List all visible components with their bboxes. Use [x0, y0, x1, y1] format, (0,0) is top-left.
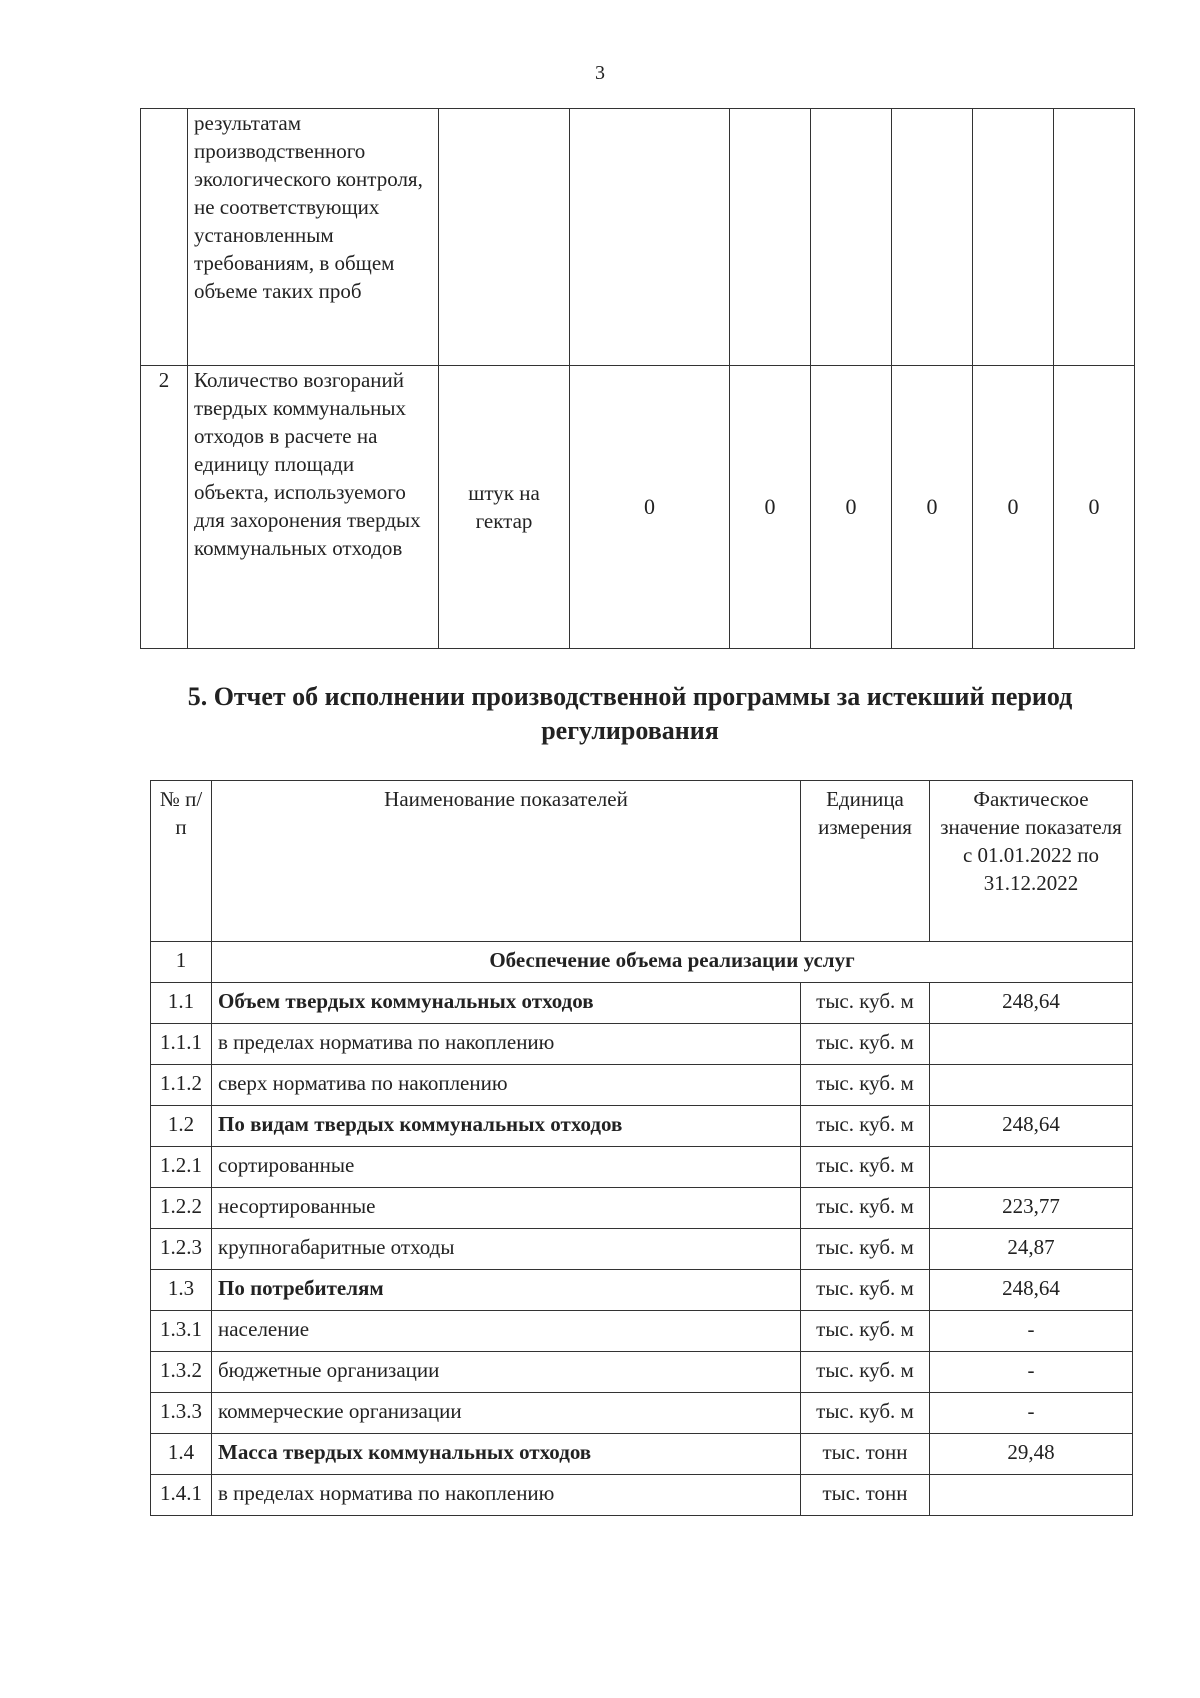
row-number: 1.3 [151, 1270, 212, 1311]
indicator-value [930, 1065, 1133, 1106]
indicator-value: 24,87 [930, 1229, 1133, 1270]
indicator-unit: тыс. куб. м [801, 1393, 930, 1434]
indicator-value [892, 109, 973, 366]
row-number: 1.4.1 [151, 1475, 212, 1516]
row-number: 1.1.1 [151, 1024, 212, 1065]
header-unit: Единица измерения [801, 781, 930, 942]
indicator-name: Объем твердых коммунальных отходов [212, 983, 801, 1024]
indicator-unit: тыс. тонн [801, 1475, 930, 1516]
indicator-value: - [930, 1393, 1133, 1434]
indicator-name: население [212, 1311, 801, 1352]
section-name: Обеспечение объема реализации услуг [212, 942, 1133, 983]
indicator-name: сверх норматива по накоплению [212, 1065, 801, 1106]
indicator-value [930, 1147, 1133, 1188]
indicator-name: результатам производственного экологического контроля, не соответствующих установленным требованиям, в общем объеме таких проб [188, 109, 439, 366]
indicator-name: в пределах норматива по накоплению [212, 1024, 801, 1065]
table-row [151, 1393, 1133, 1434]
section-row [151, 942, 1133, 983]
indicator-value [811, 109, 892, 366]
production-program-report-table [150, 780, 1133, 1516]
indicator-unit: тыс. куб. м [801, 1188, 930, 1229]
indicator-value [930, 1024, 1133, 1065]
header-value: Фактическое значение показателя с 01.01.2022 по 31.12.2022 [930, 781, 1133, 942]
indicator-value: 0 [570, 366, 730, 649]
indicator-value: 223,77 [930, 1188, 1133, 1229]
row-number: 1.2.2 [151, 1188, 212, 1229]
table-header-row [151, 781, 1133, 942]
row-number: 1.1.2 [151, 1065, 212, 1106]
indicator-name: несортированные [212, 1188, 801, 1229]
indicator-unit: тыс. тонн [801, 1434, 930, 1475]
indicator-value: - [930, 1352, 1133, 1393]
indicator-name: крупногабаритные отходы [212, 1229, 801, 1270]
indicator-unit: тыс. куб. м [801, 1024, 930, 1065]
indicator-unit [439, 109, 570, 366]
row-number: 1.2 [151, 1106, 212, 1147]
indicator-value: 0 [811, 366, 892, 649]
row-number: 1.3.3 [151, 1393, 212, 1434]
table-row [151, 1147, 1133, 1188]
table-row [151, 1188, 1133, 1229]
row-number [141, 109, 188, 366]
header-num: № п/п [151, 781, 212, 942]
indicator-unit: тыс. куб. м [801, 1106, 930, 1147]
row-number: 1.2.1 [151, 1147, 212, 1188]
indicator-value [570, 109, 730, 366]
indicator-unit: штук на гектар [439, 366, 570, 649]
indicator-name: Количество возгораний твердых коммунальных отходов в расчете на единицу площади объекта, используемого для захоронения твердых коммунальных отходов [188, 366, 439, 649]
row-number: 1.3.1 [151, 1311, 212, 1352]
indicator-unit: тыс. куб. м [801, 1270, 930, 1311]
table-row [151, 1311, 1133, 1352]
table-row [151, 1106, 1133, 1147]
table-row [151, 1065, 1133, 1106]
header-name: Наименование показателей [212, 781, 801, 942]
indicator-value: 0 [1054, 366, 1135, 649]
indicator-value [930, 1475, 1133, 1516]
indicator-name: Масса твердых коммунальных отходов [212, 1434, 801, 1475]
indicator-value: 0 [973, 366, 1054, 649]
indicator-unit: тыс. куб. м [801, 1311, 930, 1352]
row-number: 1.3.2 [151, 1352, 212, 1393]
indicator-value: 29,48 [930, 1434, 1133, 1475]
table-row [141, 366, 1135, 649]
indicator-name: сортированные [212, 1147, 801, 1188]
row-number: 1 [151, 942, 212, 983]
indicator-value: 248,64 [930, 983, 1133, 1024]
indicator-value [1054, 109, 1135, 366]
table-row [151, 1352, 1133, 1393]
table-row [151, 1475, 1133, 1516]
indicator-unit: тыс. куб. м [801, 1229, 930, 1270]
indicator-name: По потребителям [212, 1270, 801, 1311]
indicator-value: 248,64 [930, 1106, 1133, 1147]
indicator-unit: тыс. куб. м [801, 1352, 930, 1393]
indicator-value [973, 109, 1054, 366]
page-number: 3 [595, 62, 605, 84]
table-row [151, 983, 1133, 1024]
table-row [151, 1229, 1133, 1270]
indicator-name: По видам твердых коммунальных отходов [212, 1106, 801, 1147]
row-number: 1.4 [151, 1434, 212, 1475]
indicator-unit: тыс. куб. м [801, 1065, 930, 1106]
section-title: 5. Отчет об исполнении производственной программы за истекший период регулирования [187, 682, 1073, 745]
table-row [141, 109, 1135, 366]
table-row [151, 1270, 1133, 1311]
indicator-name: бюджетные организации [212, 1352, 801, 1393]
row-number: 1.1 [151, 983, 212, 1024]
indicator-value [730, 109, 811, 366]
indicator-value: - [930, 1311, 1133, 1352]
indicator-value: 0 [892, 366, 973, 649]
row-number: 1.2.3 [151, 1229, 212, 1270]
indicator-value: 248,64 [930, 1270, 1133, 1311]
indicator-value: 0 [730, 366, 811, 649]
indicator-name: в пределах норматива по накоплению [212, 1475, 801, 1516]
indicator-unit: тыс. куб. м [801, 1147, 930, 1188]
indicator-name: коммерческие организации [212, 1393, 801, 1434]
row-number: 2 [141, 366, 188, 649]
indicator-unit: тыс. куб. м [801, 983, 930, 1024]
table-row [151, 1024, 1133, 1065]
indicators-table-continuation [140, 108, 1135, 649]
table-row [151, 1434, 1133, 1475]
